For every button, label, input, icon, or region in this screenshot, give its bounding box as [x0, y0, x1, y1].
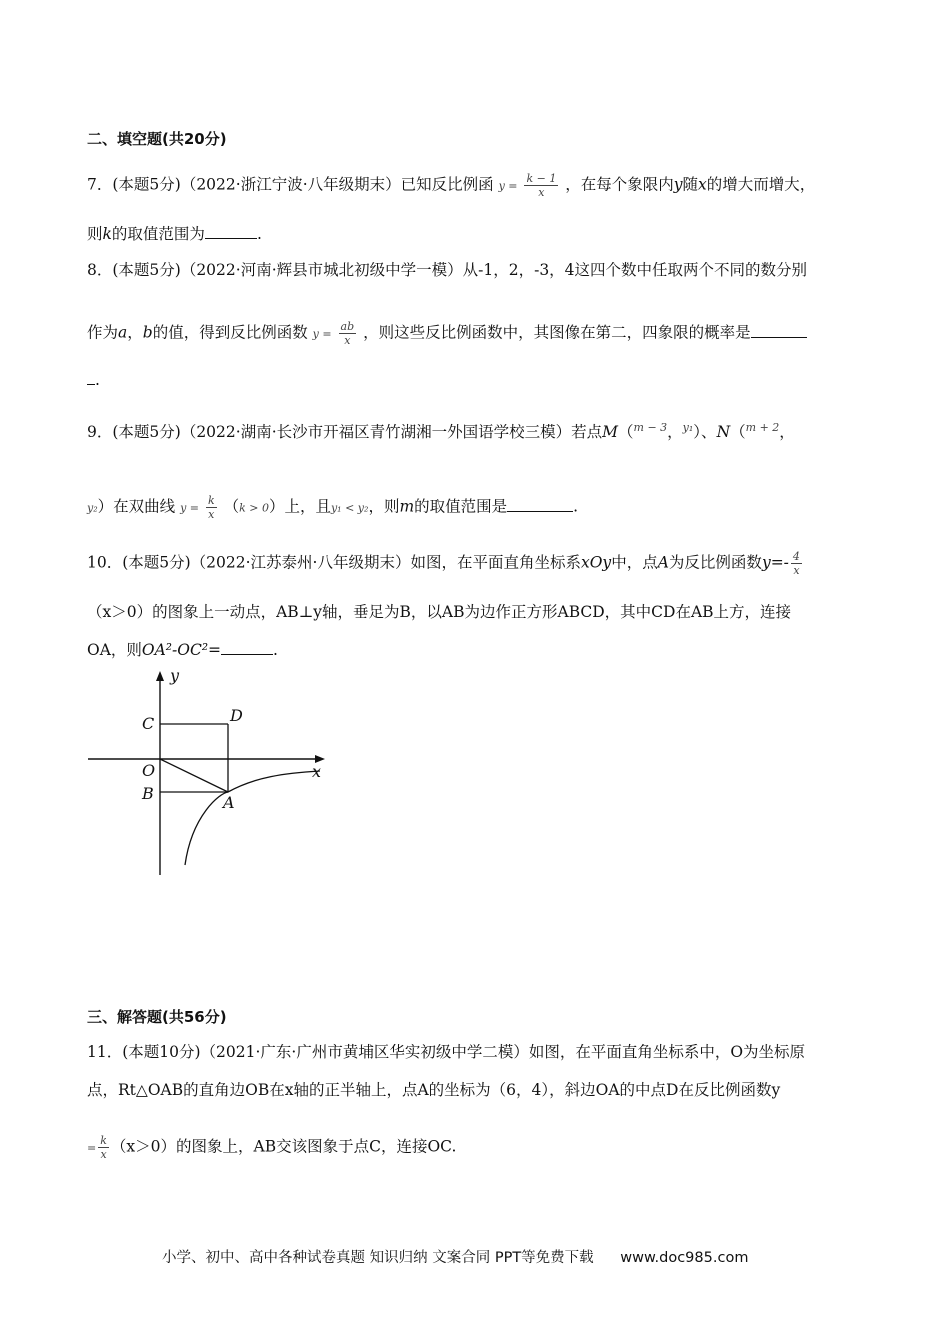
label-c: C [142, 714, 155, 733]
q8-line2-a: 作为 [87, 323, 119, 342]
q9-line2-c: ，则 [368, 497, 400, 516]
q7-text-c: 的增大而增大， [706, 175, 816, 194]
question-8-line2 [87, 320, 807, 347]
q9-period: . [573, 497, 579, 516]
question-8-line1: 8．(本题5分)（2022·河南·辉县市城北初级中学一模）从-1，2，-3，4这四个数中任取两个不同的数分别 [87, 261, 808, 279]
q7-var-y: y [673, 175, 683, 194]
question-10-line2: （x＞0）的图象上一动点，AB⊥y轴，垂足为B，以AB为边作正方形ABCD，其中CD在AB上方，连接 [87, 603, 792, 621]
q7-var-x: x [698, 175, 707, 194]
q9-answer-blank[interactable] [507, 497, 573, 512]
label-a: A [223, 793, 235, 812]
q7-text-b: 随 [682, 175, 699, 194]
q9-y-eq: y = [180, 501, 200, 515]
question-7-line1 [87, 172, 815, 199]
q9-close-and: ）、 [693, 423, 717, 442]
q9-comma-end: ， [779, 423, 795, 442]
q9-fraction: $\frac{k}{x}$ [207, 494, 215, 521]
question-10-line3 [87, 640, 278, 660]
q9-point-n: N [716, 423, 731, 442]
question-7-line2 [87, 224, 262, 244]
question-11-line1: 11．(本题10分)（2021·广东·广州市黄埔区华实初级中学二模）如图，在平面直角坐标系中，O为坐标原 [87, 1043, 806, 1061]
section-title-solve: 三、解答题(共56分) [87, 1008, 227, 1026]
q8-var-a: a [118, 323, 128, 342]
footer-text: 小学、初中、高中各种试卷真题 知识归纳 文案合同 PPT等免费下载 [162, 1250, 594, 1266]
q7-fraction: $\frac{k - 1}{x}$ [526, 172, 557, 199]
q9-paren-open: （ [618, 423, 634, 442]
q9-paren-open-2: （ [730, 423, 746, 442]
q7-answer-blank[interactable] [205, 224, 257, 239]
q10-y-eq: y=- [761, 553, 789, 572]
footer-url[interactable]: www.doc985.com [620, 1250, 749, 1266]
q9-inequality: y₁ < y₂ [330, 501, 369, 515]
q10-period: . [273, 641, 278, 659]
q10-point-a: A [657, 553, 669, 572]
question-10-line1 [87, 550, 804, 577]
q8-y-eq: y = [312, 327, 332, 341]
q7-line2-b: 的取值范围为 [111, 225, 205, 243]
q9-y2: y₂ [87, 501, 98, 515]
q10-line3-a: OA，则 [87, 641, 142, 659]
q8-sep: ， [127, 323, 143, 342]
q8-line2-b: 的值，得到反比例函数 [152, 323, 308, 342]
q9-line2-d: 的取值范围是 [414, 497, 508, 516]
q9-m-plus-2: m + 2 [745, 421, 780, 434]
q8-period: . [95, 371, 100, 389]
question-9-line2 [87, 494, 578, 521]
q9-var-m: m [399, 497, 415, 516]
q9-paren-open-3: （ [223, 497, 240, 516]
q10-expression: OA²-OC²= [141, 641, 222, 659]
q7-var-k: k [102, 225, 112, 243]
q9-m-minus-3: m − 3 [633, 421, 668, 434]
q7-line2-a: 则 [87, 225, 103, 243]
q9-line2-a: ）在双曲线 [97, 497, 176, 516]
q7-y-eq: y = [498, 179, 518, 193]
q8-var-b: b [142, 323, 153, 342]
q9-line1-a: 9．(本题5分)（2022·湖南·长沙市开福区青竹湖湘一外国语学校三模）若点 [87, 423, 603, 442]
question-9-line1 [87, 418, 795, 442]
label-b: B [142, 784, 154, 803]
question-11-line3 [87, 1134, 456, 1161]
q9-y1: y₁ [682, 421, 694, 434]
q9-k-condition: k > 0 [239, 501, 269, 515]
q9-point-m: M [602, 423, 618, 442]
question-8-line3 [87, 370, 100, 390]
q7-period: . [256, 225, 262, 243]
footer [162, 1246, 748, 1267]
segment-oa [160, 759, 228, 792]
label-o: O [142, 761, 156, 780]
q11-fraction: $\frac{k}{x}$ [100, 1134, 107, 1161]
y-axis-arrow [156, 671, 164, 681]
q11-line3-text: （x＞0）的图象上，AB交该图象于点C，连接OC. [110, 1137, 457, 1156]
q11-eq: = [87, 1141, 97, 1155]
q9-comma: ， [667, 423, 683, 442]
hyperbola-curve [185, 771, 320, 865]
q9-line2-b: ）上，且 [268, 497, 331, 516]
q10-line1-b: 中，点 [611, 553, 658, 572]
q10-line1-c: 为反比例函数 [668, 553, 762, 572]
q8-answer-blank[interactable] [751, 323, 807, 338]
q8-line2-c: ，则这些反比例函数中，其图像在第二，四象限的概率是 [363, 323, 751, 342]
coordinate-figure [80, 665, 340, 880]
section-title-fill-in: 二、填空题(共20分) [87, 130, 227, 148]
q7-text-a: ，在每个象限内 [565, 175, 674, 194]
q10-line1-a: 10．(本题5分)（2022·江苏泰州·八年级期末）如图，在平面直角坐标系 [87, 553, 581, 572]
q8-fraction: $\frac{ab}{x}$ [340, 320, 355, 347]
label-y: y [170, 666, 180, 685]
q10-answer-blank[interactable] [221, 640, 273, 655]
question-11-line2: 点，Rt△OAB的直角边OB在x轴的正半轴上，点A的坐标为（6，4），斜边OA的中点D在反比例函数y [87, 1081, 781, 1099]
q10-xoy: xOy [580, 553, 612, 572]
q10-fraction: $\frac{4}{x}$ [792, 550, 800, 577]
q7-intro: 7．(本题5分)（2022·浙江宁波·八年级期末）已知反比例函 [87, 175, 494, 194]
label-d: D [230, 706, 243, 725]
label-x: x [312, 762, 322, 781]
q8-answer-blank-cont[interactable] [87, 370, 95, 385]
